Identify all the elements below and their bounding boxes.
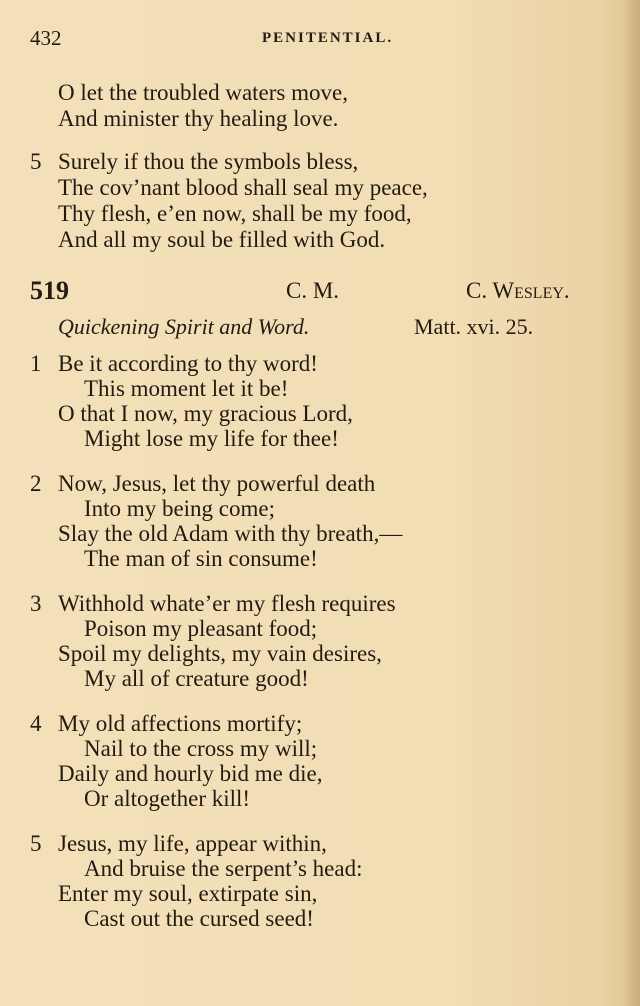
verse-number: 1 <box>30 351 42 376</box>
verse-line: Into my being come; <box>84 496 275 521</box>
verse-line: Slay the old Adam with thy breath,— <box>58 521 403 546</box>
verse-line: Enter my soul, extirpate sin, <box>58 881 318 906</box>
verse-number: 2 <box>30 471 42 496</box>
verse-line: This moment let it be! <box>84 376 289 401</box>
verse-line: Daily and hourly bid me die, <box>58 761 323 786</box>
verse-line: O let the troubled waters move, <box>58 80 348 105</box>
page-header <box>30 26 590 56</box>
hymn-number: 519 <box>30 276 69 305</box>
verse-number: 5 <box>30 149 42 174</box>
verse-line: Poison my pleasant food; <box>84 616 318 641</box>
verse-line: And bruise the serpent’s head: <box>84 856 363 881</box>
verse-line: Cast out the cursed seed! <box>84 906 314 931</box>
verse-line: Or altogether kill! <box>84 786 251 811</box>
verse-number: 5 <box>30 831 42 856</box>
page-number: 432 <box>30 26 62 50</box>
scripture-reference: Matt. xvi. 25. <box>414 314 534 339</box>
hymn-title: Quickening Spirit and Word. <box>58 314 310 339</box>
verse-line: And all my soul be filled with God. <box>58 227 386 252</box>
hymn-author: C. Wesley. <box>466 278 570 303</box>
verse-line: Now, Jesus, let thy powerful death <box>58 471 376 496</box>
verse-line: Withhold whate’er my flesh requires <box>58 591 396 616</box>
verse-number: 4 <box>30 711 42 736</box>
verse-line: The cov’nant blood shall seal my peace, <box>58 175 428 200</box>
verse-number: 3 <box>30 591 42 616</box>
verse-line: Be it according to thy word! <box>58 351 318 376</box>
verse-line: Spoil my delights, my vain desires, <box>58 641 382 666</box>
verse-line: And minister thy healing love. <box>58 106 339 131</box>
hymn-meter: C. M. <box>286 278 340 303</box>
section-title: PENITENTIAL. <box>262 30 394 46</box>
verse-line: Surely if thou the symbols bless, <box>58 149 359 174</box>
verse-line: Might lose my life for thee! <box>84 426 339 451</box>
verse-line: Jesus, my life, appear within, <box>58 831 327 856</box>
verse-line: My all of creature good! <box>84 666 309 691</box>
verse-line: Nail to the cross my will; <box>84 736 318 761</box>
page-gutter-shadow <box>622 0 640 1006</box>
verse-line: The man of sin consume! <box>84 546 318 571</box>
verse-line: Thy flesh, e’en now, shall be my food, <box>58 201 412 226</box>
verse-line: My old affections mortify; <box>58 711 303 736</box>
verse-line: O that I now, my gracious Lord, <box>58 401 353 426</box>
